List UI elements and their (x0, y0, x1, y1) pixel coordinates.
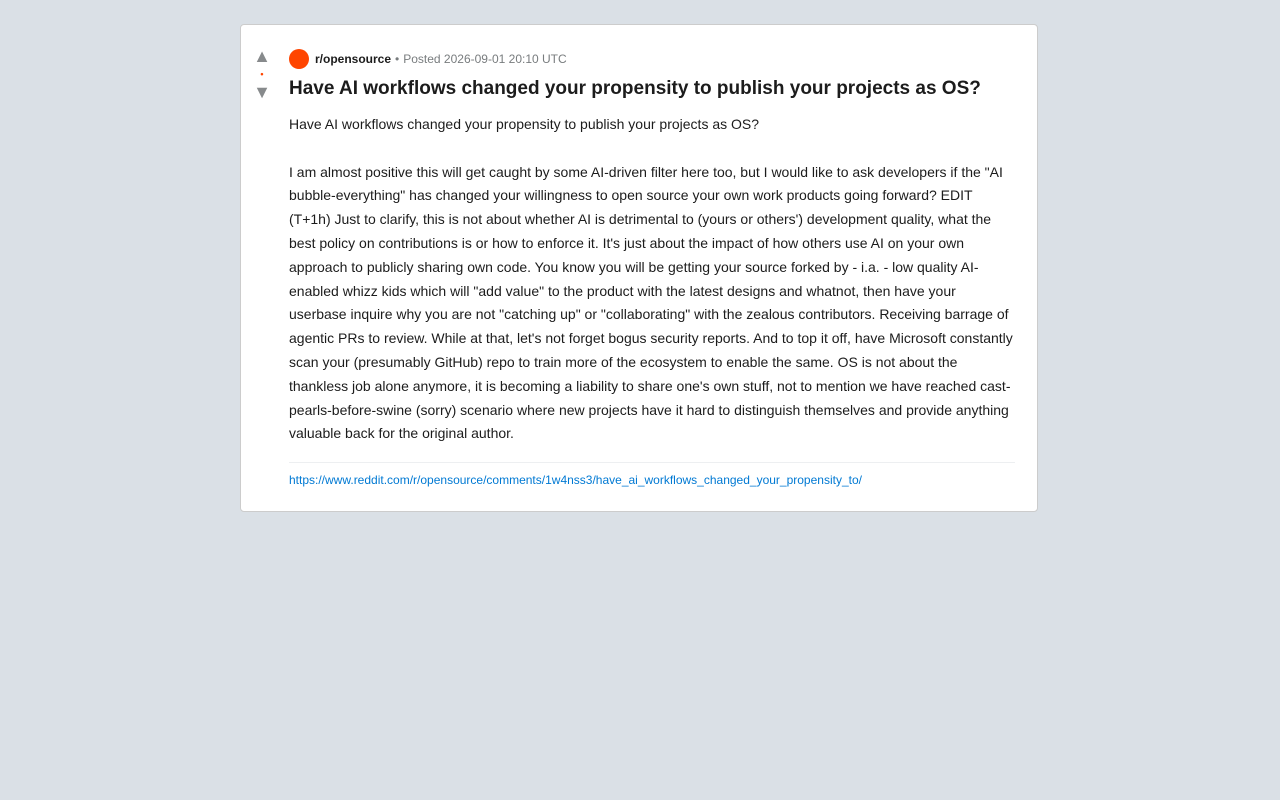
meta-separator: • (395, 52, 400, 66)
subreddit-avatar[interactable] (289, 49, 309, 69)
post-card (240, 24, 1038, 512)
upvote-arrow-icon[interactable]: ▲ (253, 46, 271, 66)
vote-score: • (260, 69, 264, 79)
post-timestamp: Posted 2026-09-01 20:10 UTC (403, 52, 567, 66)
post-body (289, 113, 1015, 446)
post-body-main: I am almost positive this will get caught by some AI-driven filter here too, but I would like to ask developers if the "AI bubble-everything" has changed your willingness to open source your own work products going forward? EDIT (T+1h) Just to clarify, this is not about whether AI is detrimental to (yours or others') development quality, what the best policy on contributions is or how to enforce it. It's just about the impact of how others use AI on your own approach to publicly sharing own code. You know you will be getting your source forked by - i.a. - low quality AI-enabled whizz kids which will "add value" to the product with the latest designs and whatnot, then have your userbase inquire why you are not "catching up" or "collaborating" with the zealous contributors. Receiving barrage of agentic PRs to review. While at that, let's not forget bogus security reports. And to top it off, have Microsoft constantly scan your (presumably GitHub) repo to train more of the ecosystem to enable the same. OS is not about the thankless job alone anymore, it is becoming a liability to share one's own stuff, not to mention we have reached cast-pearls-before-swine (sorry) scenario where new projects have it hard to distinguish themselves and provide anything valuable back for the original author. (289, 163, 1013, 442)
downvote-arrow-icon[interactable]: ▼ (253, 82, 271, 102)
vote-column (241, 47, 283, 101)
subreddit-link[interactable]: r/opensource (315, 52, 392, 66)
post-permalink[interactable]: https://www.reddit.com/r/opensource/comments/1w4nss3/have_ai_workflows_changed_your_propensity_to/ (289, 473, 862, 488)
divider (289, 462, 1015, 463)
post-body-intro: Have AI workflows changed your propensity to publish your projects as OS? (289, 116, 760, 132)
post-title[interactable]: Have AI workflows changed your propensity to publish your projects as OS? (289, 78, 981, 99)
post-content (289, 49, 1015, 489)
post-meta (289, 49, 1015, 69)
